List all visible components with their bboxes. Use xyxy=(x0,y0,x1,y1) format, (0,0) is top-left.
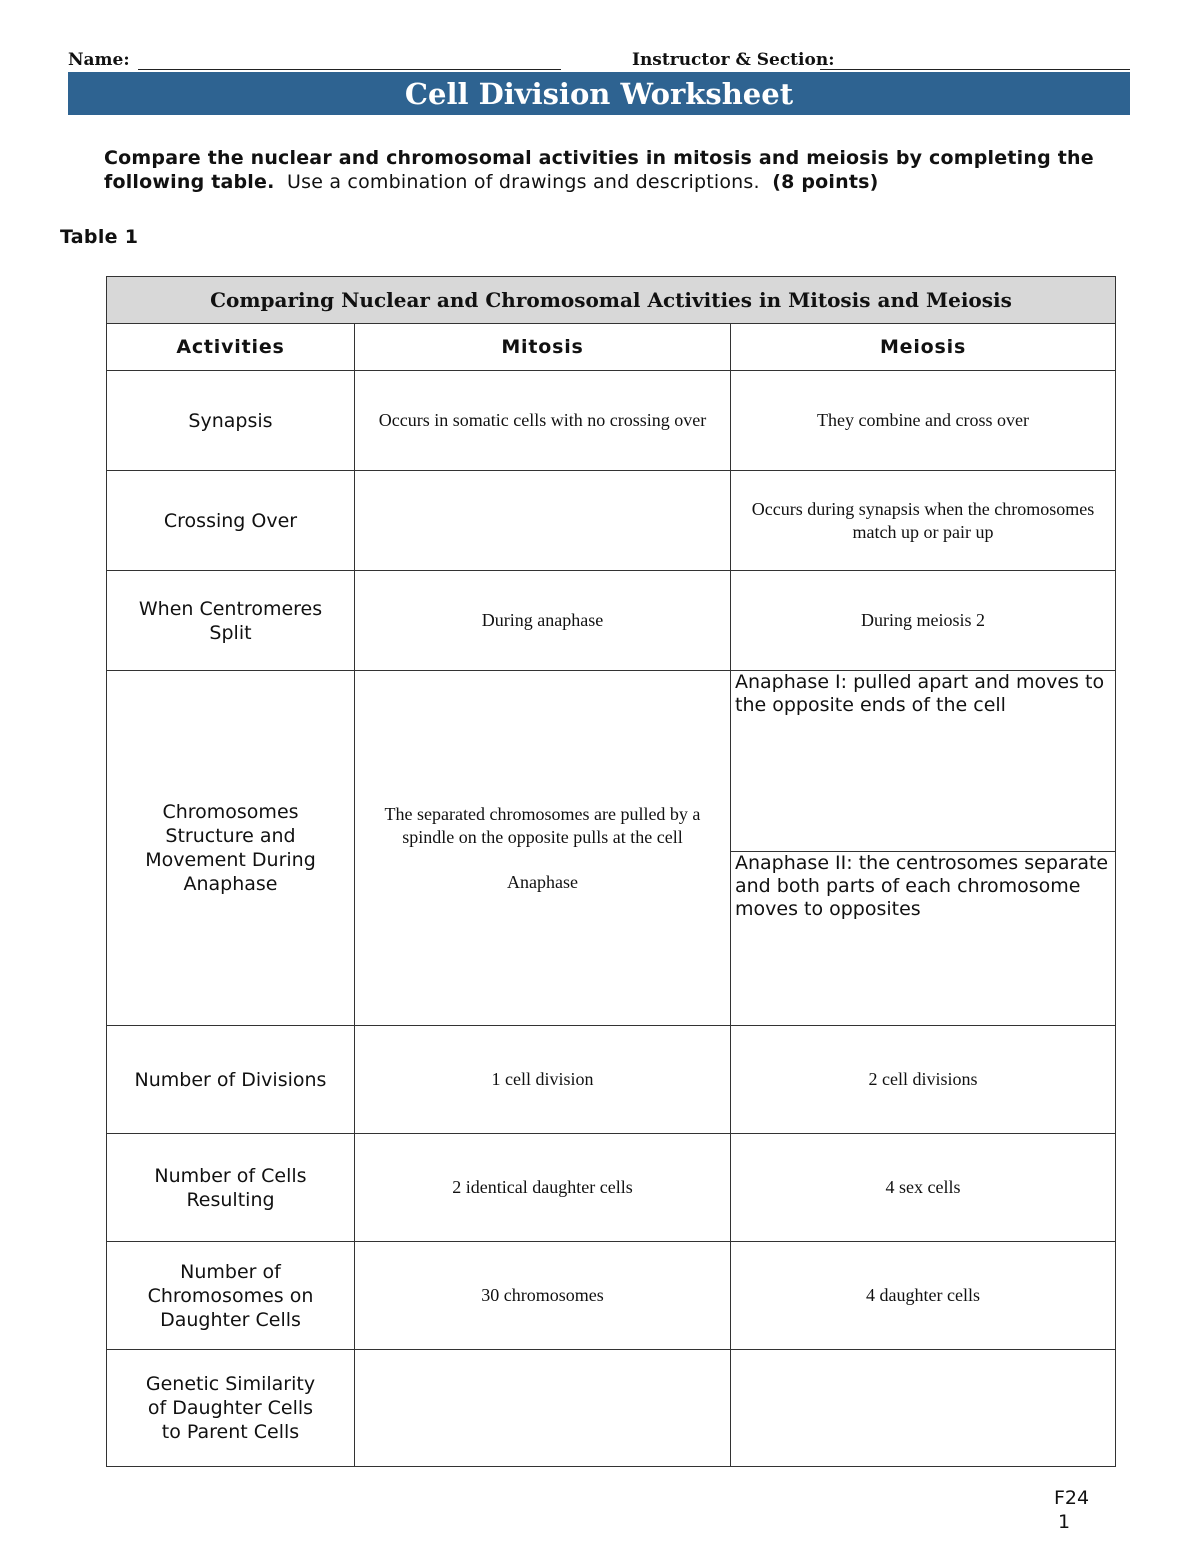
mitosis-cell[interactable] xyxy=(355,671,731,1026)
meiosis-cell[interactable]: During meiosis 2 xyxy=(731,571,1116,671)
table-row xyxy=(107,1242,1116,1350)
meiosis-cell[interactable]: They combine and cross over xyxy=(731,371,1116,471)
column-header-mitosis: Mitosis xyxy=(355,324,731,371)
meiosis-cell[interactable] xyxy=(731,1350,1116,1467)
activity-text: When Centromeres Split xyxy=(138,597,323,644)
meiosis-cell[interactable]: 2 cell divisions xyxy=(731,1026,1116,1134)
mitosis-cell[interactable]: 30 chromosomes xyxy=(355,1242,731,1350)
instructions-points: (8 points) xyxy=(772,171,879,193)
meiosis-cell[interactable]: 4 daughter cells xyxy=(731,1242,1116,1350)
meiosis-anaphase-2-cell[interactable]: Anaphase II: the centrosomes separate and both parts of each chromosome moves to opposites xyxy=(731,852,1116,1026)
mitosis-description: The separated chromosomes are pulled by a spindle on the opposite pulls at the cell xyxy=(384,803,701,847)
instructions-normal: Use a combination of drawings and descriptions. xyxy=(287,171,760,193)
table-caption: Comparing Nuclear and Chromosomal Activities in Mitosis and Meiosis xyxy=(107,277,1116,324)
instructions xyxy=(104,146,1114,194)
mitosis-note: Anaphase xyxy=(507,871,578,892)
instructor-section-field[interactable] xyxy=(820,69,1130,70)
instructions-bold: Compare the nuclear and chromosomal activities in mitosis and meiosis by completing the following table. xyxy=(104,147,1094,193)
activity-cell xyxy=(107,1134,355,1242)
activity-cell: Number of Divisions xyxy=(107,1026,355,1134)
page-number: 1 xyxy=(1058,1511,1071,1533)
table-row xyxy=(107,1026,1116,1134)
table-row xyxy=(107,671,1116,852)
table-row xyxy=(107,471,1116,571)
mitosis-cell[interactable]: 1 cell division xyxy=(355,1026,731,1134)
meiosis-cell[interactable]: 4 sex cells xyxy=(731,1134,1116,1242)
name-field[interactable] xyxy=(138,69,561,70)
activity-text: Number of Chromosomes on Daughter Cells xyxy=(147,1260,314,1331)
meiosis-anaphase-1-cell[interactable]: Anaphase I: pulled apart and moves to the opposite ends of the cell xyxy=(731,671,1116,852)
table-row xyxy=(107,1134,1116,1242)
mitosis-cell[interactable]: During anaphase xyxy=(355,571,731,671)
table-label: Table 1 xyxy=(60,226,139,248)
footer-code: F24 xyxy=(1054,1487,1090,1509)
activity-text: Chromosomes Structure and Movement During Anaphase xyxy=(145,801,316,895)
meiosis-cell[interactable]: Occurs during synapsis when the chromosomes match up or pair up xyxy=(731,471,1116,571)
name-label: Name: xyxy=(68,50,130,70)
mitosis-cell[interactable]: Occurs in somatic cells with no crossing over xyxy=(355,371,731,471)
table-row xyxy=(107,1350,1116,1467)
instructor-section-label: Instructor & Section: xyxy=(632,50,835,70)
table-row xyxy=(107,571,1116,671)
activity-text: Number of Cells Resulting xyxy=(154,1164,307,1211)
worksheet-title: Cell Division Worksheet xyxy=(68,72,1130,115)
column-header-meiosis: Meiosis xyxy=(731,324,1116,371)
activity-cell: Synapsis xyxy=(107,371,355,471)
column-header-activities: Activities xyxy=(107,324,355,371)
mitosis-cell[interactable] xyxy=(355,1350,731,1467)
activity-cell xyxy=(107,1350,355,1467)
comparison-table xyxy=(106,276,1116,1467)
activity-cell: Crossing Over xyxy=(107,471,355,571)
page-footer xyxy=(1054,1486,1089,1534)
header-fields xyxy=(68,50,1130,72)
table-row xyxy=(107,371,1116,471)
activity-cell xyxy=(107,1242,355,1350)
mitosis-cell[interactable] xyxy=(355,471,731,571)
activity-cell xyxy=(107,571,355,671)
activity-cell xyxy=(107,671,355,1026)
activity-text: Genetic Similarity of Daughter Cells to Parent Cells xyxy=(145,1373,316,1443)
mitosis-cell[interactable]: 2 identical daughter cells xyxy=(355,1134,731,1242)
